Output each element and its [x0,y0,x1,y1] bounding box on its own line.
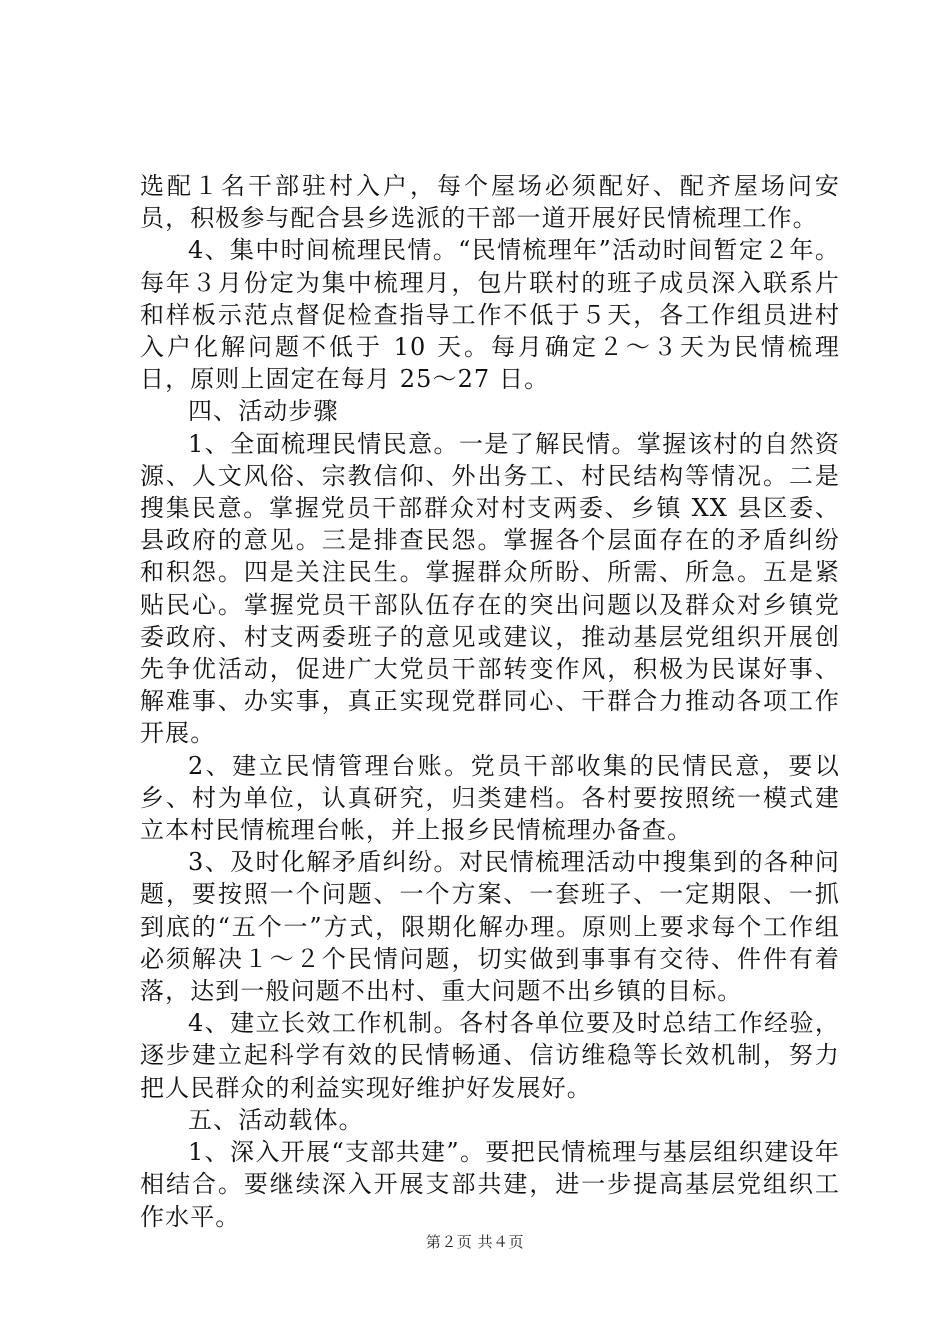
paragraph-step-1: 1、全面梳理民情民意。一是了解民情。掌握该村的自然资源、人文风俗、宗教信仰、外出务工、村民结构等情况。二是搜集民意。掌握党员干部群众对村支两委、乡镇 XX 县区委、县政府的意见。三是排查民怨。掌握各个层面存在的矛盾纠纷和积怨。四是关注民生。掌握群众所盼、所需、所急。五是紧贴民心。掌握党员干部队伍存在的突出问题以及群众对乡镇党委政府、村支两委班子的意见或建议，推动基层党组织开展创先争优活动，促进广大党员干部转变作风，积极为民谋好事、解难事、办实事，真正实现党群同心、干群合力推动各项工作开展。 [140,429,840,748]
document-body [140,170,840,1233]
page-number-footer: 第２页 共４页 [425,1233,525,1251]
paragraph-continuation: 选配１名干部驻村入户，每个屋场必须配好、配齐屋场问安员，积极参与配合县乡选派的干部一道开展好民情梳理工作。 [140,172,840,233]
paragraph-step-2: 2、建立民情管理台账。党员干部收集的民情民意，要以乡、村为单位，认真研究，归类建档。各村要按照统一模式建立本村民情梳理台帐，并上报乡民情梳理办备查。 [140,751,840,845]
section-heading-carriers: 五、活动载体。 [188,1105,364,1134]
paragraph-step-3: 3、及时化解矛盾纠纷。对民情梳理活动中搜集到的各种问题，要按照一个问题、一个方案、一套班子、一定期限、一抓到底的“五个一”方式，限期化解办理。原则上要求每个工作组必须解决１～２个民情问题，切实做到事事有交待、件件有着落，达到一般问题不出村、重大问题不出乡镇的目标。 [140,848,840,1006]
section-heading-steps: 四、活动步骤 [188,397,339,426]
paragraph-item-4-time: 4、集中时间梳理民情。“民情梳理年”活动时间暂定２年。每年３月份定为集中梳理月，包片联村的班子成员深入联系片和样板示范点督促检查指导工作不低于５天，各工作组员进村入户化解问题不低于 10 天。每月确定２～３天为民情梳理日，原则上固定在每月 25～27 日。 [140,236,840,394]
paragraph-step-4: 4、建立长效工作机制。各村各单位要及时总结工作经验，逐步建立起科学有效的民情畅通、信访维稳等长效机制，努力把人民群众的利益实现好维护好发展好。 [140,1009,840,1102]
paragraph-carrier-1: 1、深入开展“支部共建”。要把民情梳理与基层组织建设年相结合。要继续深入开展支部共建，进一步提高基层党组织工作水平。 [140,1138,840,1231]
